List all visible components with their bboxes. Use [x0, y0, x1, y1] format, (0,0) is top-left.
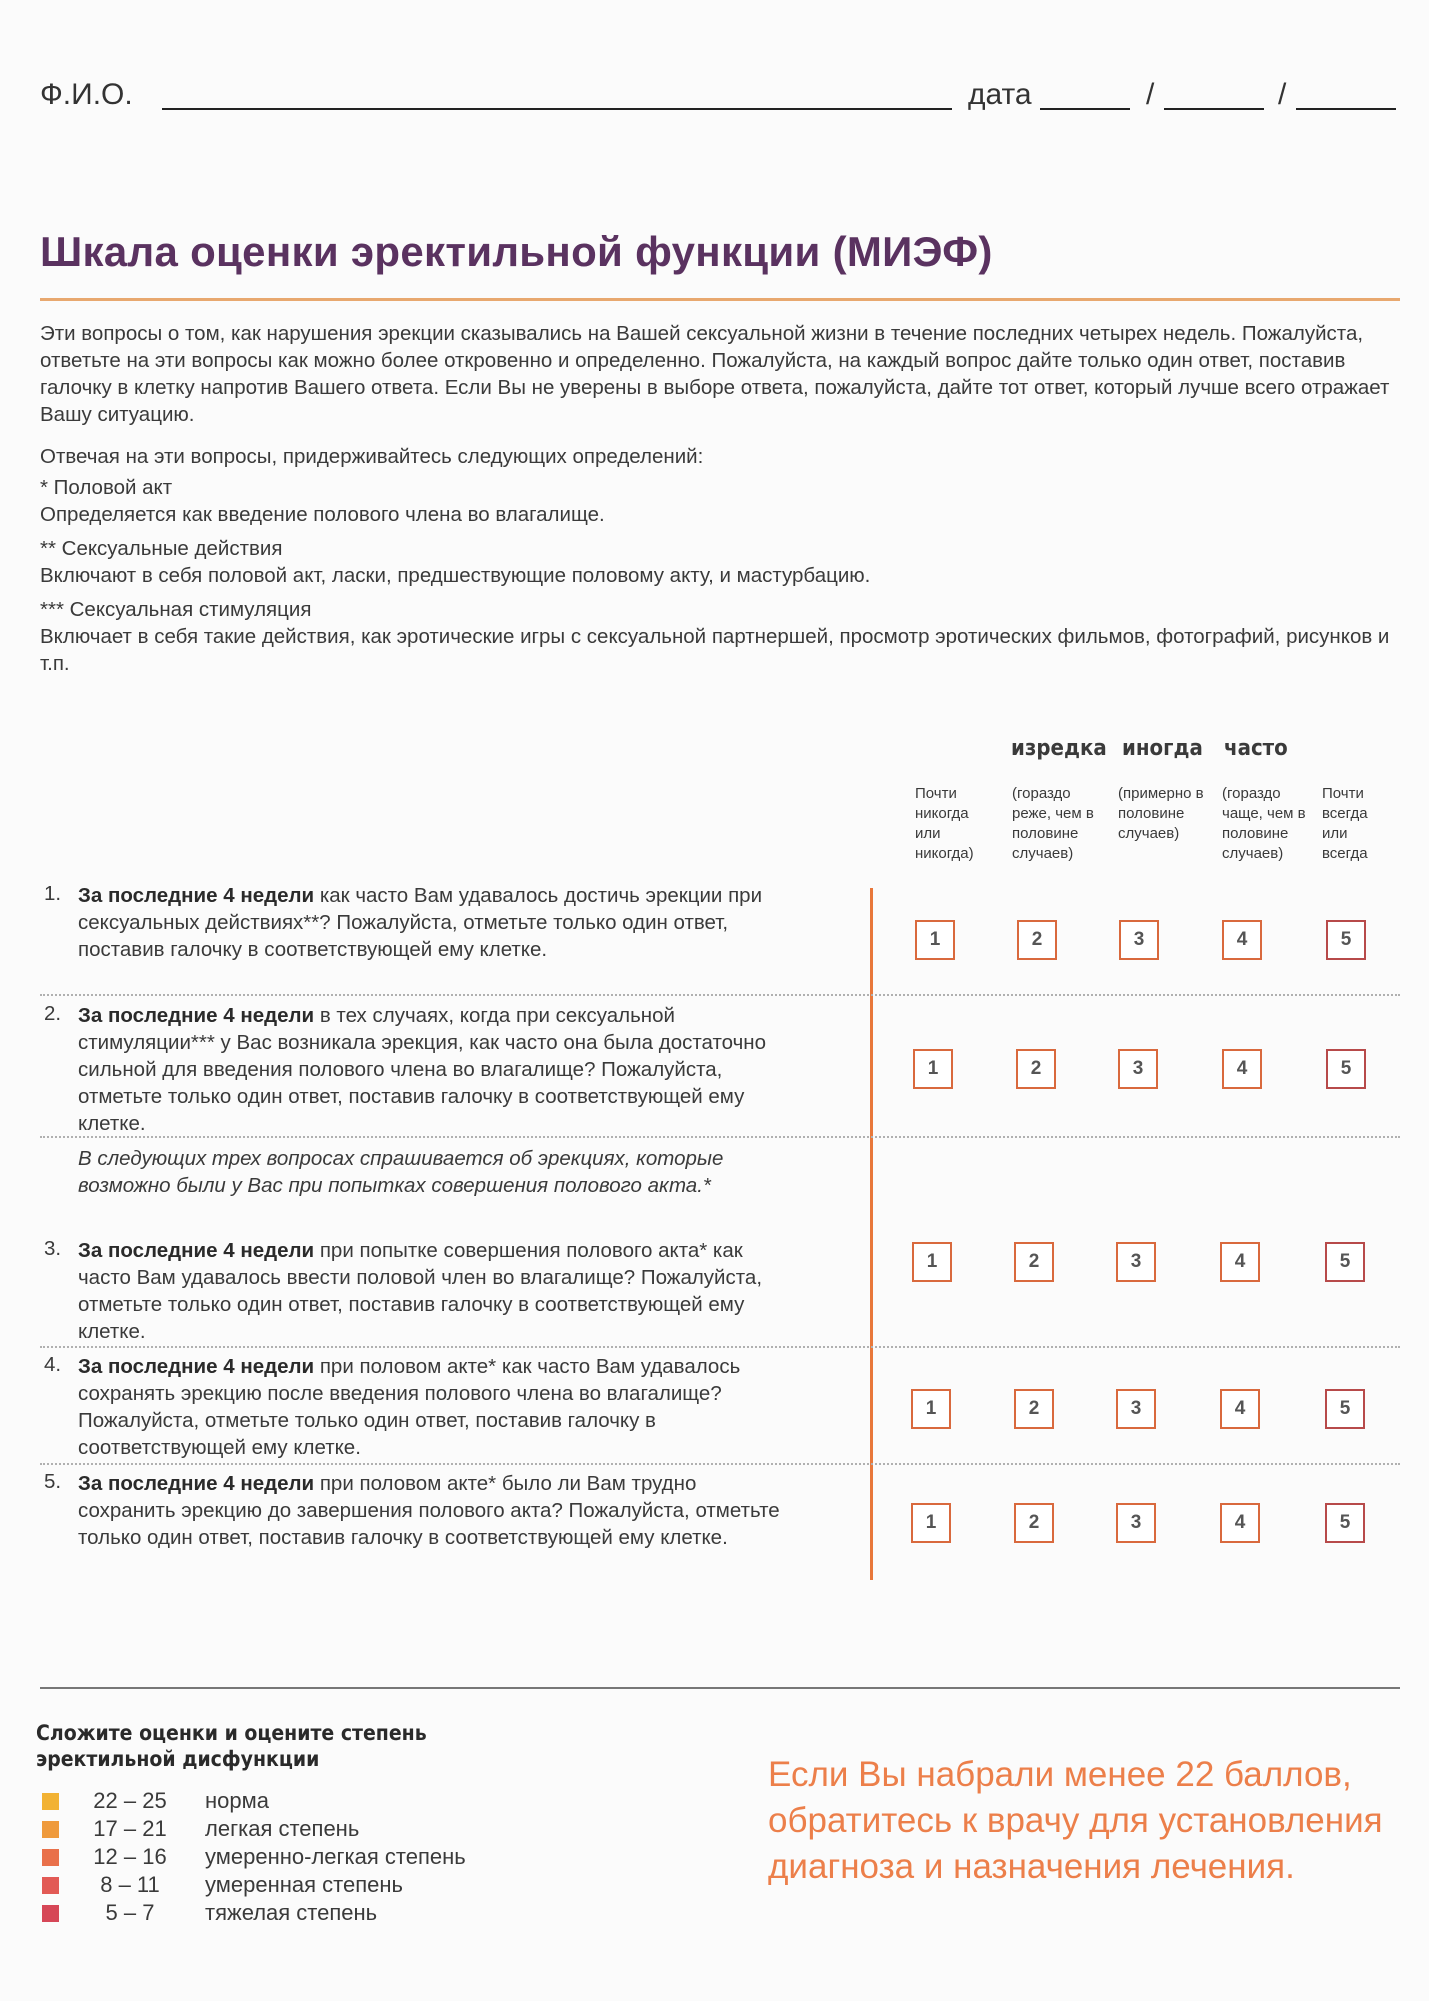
column-head-sometimes: иногда: [1122, 736, 1203, 761]
question-1-text: [78, 882, 788, 963]
title-divider: [40, 298, 1400, 301]
answer-box-q4-1[interactable]: 1: [911, 1389, 951, 1429]
answer-box-q4-4[interactable]: 4: [1220, 1389, 1260, 1429]
column-sub-4: (гораздо чаще, чем в половине случаев): [1222, 785, 1306, 862]
definition-text-1: Определяется как введение полового члена во влагалище.: [40, 503, 605, 526]
answer-box-q5-5[interactable]: 5: [1325, 1503, 1365, 1543]
legend-swatch: [42, 1877, 59, 1894]
fio-label: Ф.И.О.: [40, 78, 133, 111]
answer-box-q3-4[interactable]: 4: [1220, 1242, 1260, 1282]
answer-box-q1-3[interactable]: 3: [1119, 920, 1159, 960]
question-2-text: [78, 1002, 788, 1137]
answer-box-q2-4[interactable]: 4: [1222, 1049, 1262, 1089]
legend-label: норма: [205, 1788, 269, 1813]
answer-box-q1-1[interactable]: 1: [915, 920, 955, 960]
fio-field[interactable]: [162, 108, 952, 110]
answer-box-q3-2[interactable]: 2: [1014, 1242, 1054, 1282]
legend-range: 8 – 11: [100, 1872, 160, 1897]
row-divider: [40, 1463, 1400, 1465]
legend-swatch: [42, 1821, 59, 1838]
legend-label: тяжелая степень: [205, 1900, 378, 1925]
legend-swatch: [42, 1905, 59, 1922]
legend-range: 12 – 16: [93, 1844, 167, 1869]
column-sub-1: Почти никогда или никогда): [915, 785, 974, 862]
answer-column-divider: [870, 888, 873, 1580]
answer-box-q1-5[interactable]: 5: [1326, 920, 1366, 960]
question-3-text: [78, 1237, 788, 1345]
answer-box-q4-3[interactable]: 3: [1116, 1389, 1156, 1429]
answer-box-q4-2[interactable]: 2: [1014, 1389, 1054, 1429]
question-number: 1.: [44, 882, 62, 905]
answer-box-q1-4[interactable]: 4: [1222, 920, 1262, 960]
date-slash: /: [1278, 78, 1287, 111]
advice-text: Если Вы набрали менее 22 баллов, обратитесь к врачу для установления диагноза и назначения лечения.: [768, 1755, 1383, 1886]
answer-box-q5-2[interactable]: 2: [1014, 1503, 1054, 1543]
answer-box-q2-1[interactable]: 1: [913, 1049, 953, 1089]
question-body: при попытке совершения полового акта* как часто Вам удавалось ввести половой член во влагалище? Пожалуйста, отметьте только один ответ, поставив галочку в соответствующей ему клетке.: [78, 1239, 763, 1343]
question-5-text: [78, 1470, 788, 1551]
answer-box-q5-1[interactable]: 1: [911, 1503, 951, 1543]
answer-box-q5-4[interactable]: 4: [1220, 1503, 1260, 1543]
question-bold: За последние 4 недели: [78, 1472, 315, 1495]
question-number: 5.: [44, 1470, 62, 1493]
row-divider: [40, 1136, 1400, 1138]
date-label: дата: [968, 78, 1032, 111]
definition-term-3: *** Сексуальная стимуляция: [40, 598, 312, 621]
intro-paragraph: Эти вопросы о том, как нарушения эрекции сказывались на Вашей сексуальной жизни в течение последних четырех недель. Пожалуйста, ответьте на эти вопросы как можно более откровенно и определенно. Пожалуйста, на каждый вопрос дайте только один ответ, поставив галочку в клетку напротив Вашего ответа. Если Вы не уверены в выборе ответа, пожалуйста, дайте тот ответ, который лучше всего отражает Вашу ситуацию.: [40, 322, 1390, 426]
legend-label: умеренная степень: [205, 1872, 403, 1897]
date-day-field[interactable]: [1040, 108, 1130, 110]
answer-box-q2-3[interactable]: 3: [1118, 1049, 1158, 1089]
date-month-field[interactable]: [1164, 108, 1264, 110]
question-bold: За последние 4 недели: [78, 1355, 315, 1378]
answer-box-q1-2[interactable]: 2: [1017, 920, 1057, 960]
page-title: Шкала оценки эректильной функции (МИЭФ): [40, 228, 993, 275]
italic-note: В следующих трех вопросах спрашивается об эрекциях, которые возможно были у Вас при попытках совершения полового акта.*: [78, 1147, 724, 1197]
column-sub-2: (гораздо реже, чем в половине случаев): [1012, 785, 1094, 862]
answer-box-q3-1[interactable]: 1: [912, 1242, 952, 1282]
answer-box-q2-5[interactable]: 5: [1326, 1049, 1366, 1089]
legend-range: 22 – 25: [93, 1788, 167, 1813]
bottom-divider: [40, 1687, 1400, 1689]
date-year-field[interactable]: [1296, 108, 1396, 110]
legend-label: легкая степень: [205, 1816, 360, 1841]
answer-box-q2-2[interactable]: 2: [1016, 1049, 1056, 1089]
row-divider: [40, 1346, 1400, 1348]
answer-box-q4-5[interactable]: 5: [1325, 1389, 1365, 1429]
legend-swatch: [42, 1793, 59, 1810]
question-number: 2.: [44, 1002, 62, 1025]
question-body: как часто Вам удавалось достичь эрекции при сексуальных действиях**? Пожалуйста, отметьте только один ответ, поставив галочку в соответствующей ему клетке.: [78, 884, 763, 961]
question-number: 4.: [44, 1353, 62, 1376]
answer-box-q3-5[interactable]: 5: [1325, 1242, 1365, 1282]
column-sub-5: Почти всегда или всегда: [1322, 785, 1368, 862]
date-slash: /: [1146, 78, 1155, 111]
definition-text-2: Включают в себя половой акт, ласки, предшествующие половому акту, и мастурбацию.: [40, 564, 871, 587]
answer-box-q5-3[interactable]: 3: [1116, 1503, 1156, 1543]
summary-title: Сложите оценки и оцените степень эректильной дисфункции: [36, 1721, 427, 1771]
legend-range: 5 – 7: [105, 1900, 155, 1925]
definitions-intro: Отвечая на эти вопросы, придерживайтесь следующих определений:: [40, 445, 704, 468]
column-head-rarely: изредка: [1011, 736, 1107, 761]
legend-range: 17 – 21: [93, 1816, 167, 1841]
answer-box-q3-3[interactable]: 3: [1116, 1242, 1156, 1282]
row-divider: [40, 994, 1400, 996]
question-body: при половом акте* было ли Вам трудно сохранить эрекцию до завершения полового акта? Пожалуйста, отметьте только один ответ, поставив галочку в соответствующей ему клетке.: [78, 1472, 780, 1549]
legend-label: умеренно-легкая степень: [205, 1844, 466, 1869]
question-bold: За последние 4 недели: [78, 1239, 315, 1262]
column-head-often: часто: [1224, 736, 1288, 761]
definition-term-1: * Половой акт: [40, 476, 173, 499]
column-sub-3: (примерно в половине случаев): [1118, 785, 1204, 842]
question-body: в тех случаях, когда при сексуальной стимуляции*** у Вас возникала эрекция, как часто она была достаточно сильной для введения полового члена во влагалище? Пожалуйста, отметьте только один ответ, поставив галочку в соответствующей ему клетке.: [78, 1004, 766, 1135]
question-bold: За последние 4 недели: [78, 1004, 315, 1027]
legend-swatch: [42, 1849, 59, 1866]
definition-term-2: ** Сексуальные действия: [40, 537, 283, 560]
definition-text-3: Включает в себя такие действия, как эротические игры с сексуальной партнершей, просмотр эротических фильмов, фотографий, рисунков и т.п.: [40, 625, 1390, 675]
question-number: 3.: [44, 1237, 62, 1260]
question-bold: За последние 4 недели: [78, 884, 315, 907]
question-body: при половом акте* как часто Вам удавалось сохранять эрекцию после введения полового члена во влагалище? Пожалуйста, отметьте только один ответ, поставив галочку в соответствующей ему клетке.: [78, 1355, 741, 1459]
question-4-text: [78, 1353, 788, 1461]
